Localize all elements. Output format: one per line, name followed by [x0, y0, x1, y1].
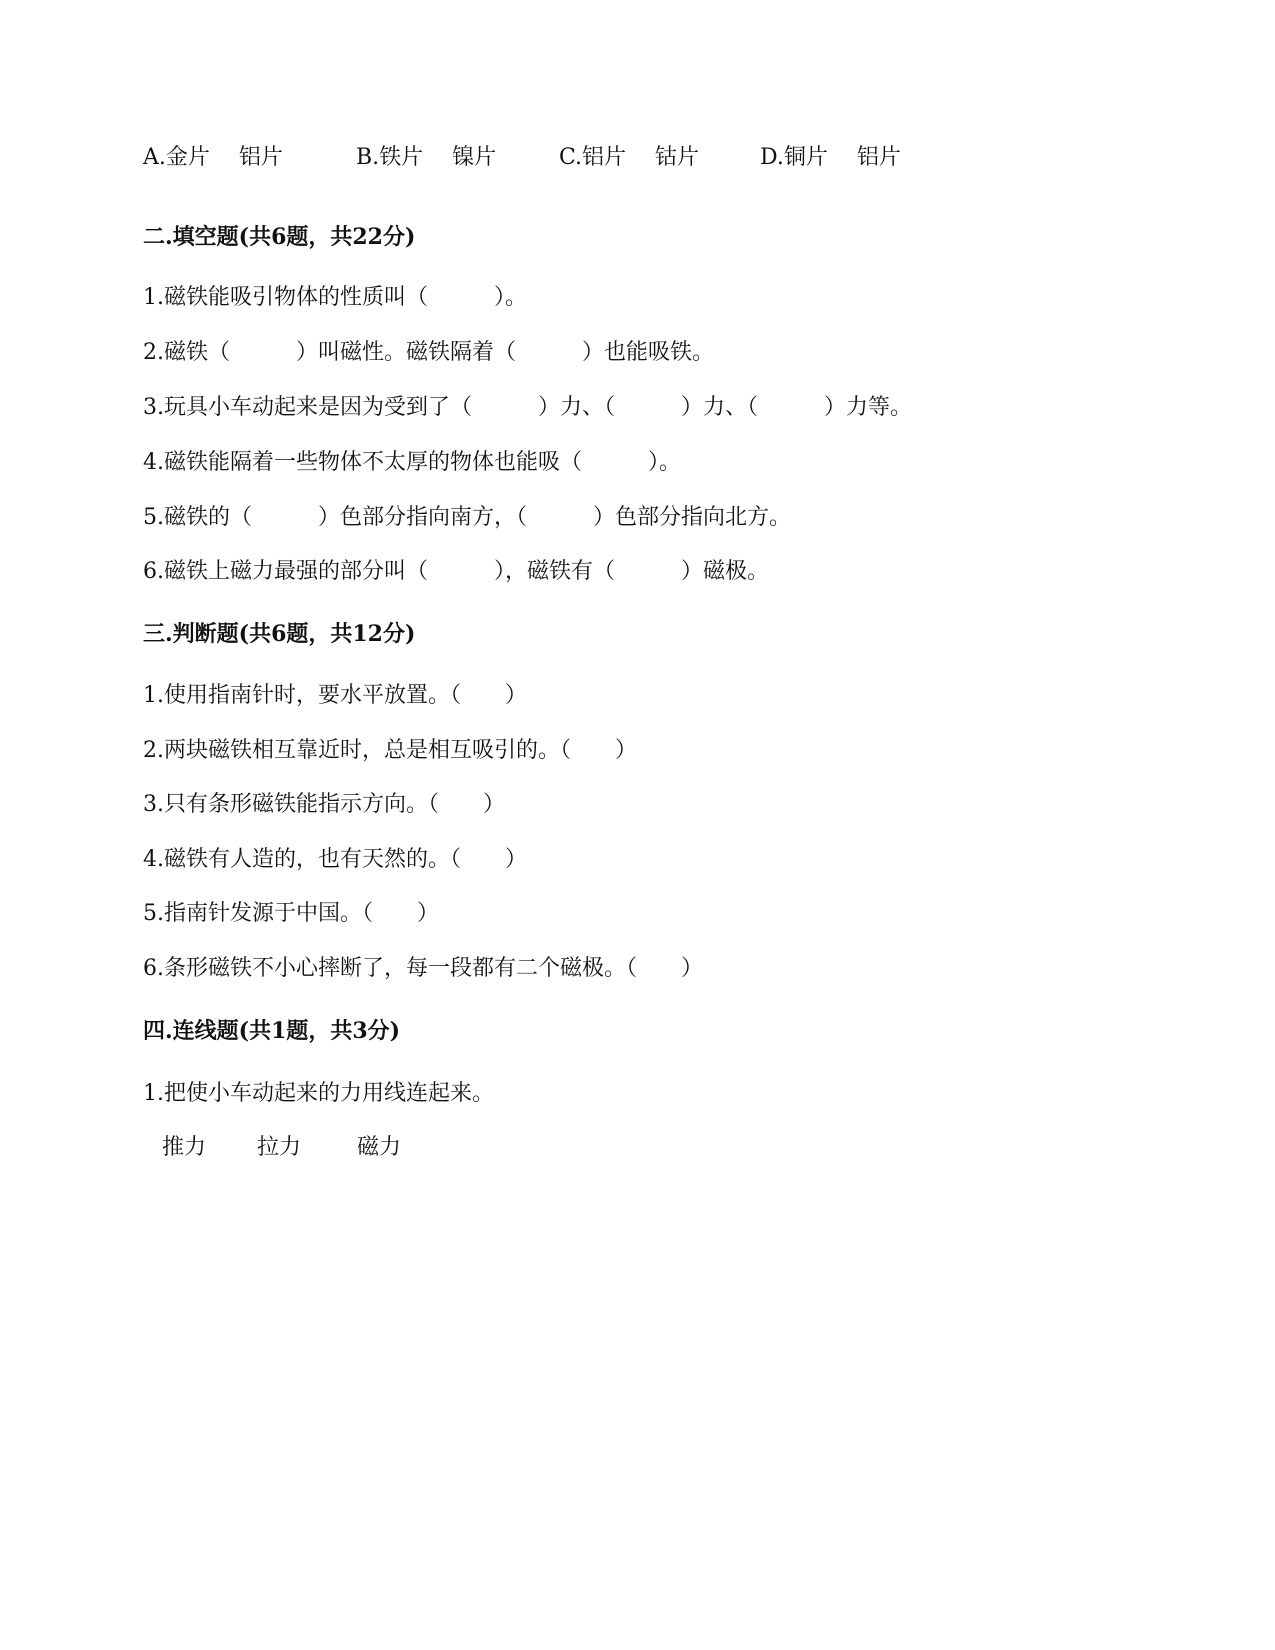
- tf-question-3: 3.只有条形磁铁能指示方向。（ ）: [143, 792, 505, 817]
- tf-question-2: 2.两块磁铁相互靠近时，总是相互吸引的。（ ）: [143, 738, 637, 763]
- section-heading-true-false: 三.判断题(共6题，共12分): [143, 621, 416, 647]
- tf-question-1: 1.使用指南针时，要水平放置。（ ）: [143, 683, 527, 708]
- tf-question-6: 6.条形磁铁不小心摔断了，每一段都有二个磁极。（ ）: [143, 956, 703, 981]
- section-heading-fill-in: 二.填空题(共6题，共22分): [143, 224, 416, 250]
- fill-question-4: 4.磁铁能隔着一些物体不太厚的物体也能吸（ ）。: [143, 450, 681, 475]
- matching-question-1: 1.把使小车动起来的力用线连起来。: [143, 1081, 494, 1106]
- fill-question-2: 2.磁铁（ ）叫磁性。磁铁隔着（ ）也能吸铁。: [143, 340, 714, 365]
- matching-item-pull: 拉力: [257, 1135, 302, 1160]
- matching-item-magnetic: 磁力: [357, 1135, 402, 1160]
- option-a: A.金片 铝片: [143, 145, 283, 170]
- tf-question-5: 5.指南针发源于中国。（ ）: [143, 901, 439, 926]
- fill-question-3: 3.玩具小车动起来是因为受到了（ ）力、（ ）力、（ ）力等。: [143, 395, 912, 420]
- section-heading-matching: 四.连线题(共1题，共3分): [143, 1018, 401, 1044]
- option-d: D.铜片 铝片: [760, 145, 901, 170]
- fill-question-6: 6.磁铁上磁力最强的部分叫（ ），磁铁有（ ）磁极。: [143, 559, 769, 584]
- option-b: B.铁片 镍片: [356, 145, 497, 170]
- matching-item-push: 推力: [162, 1135, 207, 1160]
- fill-question-1: 1.磁铁能吸引物体的性质叫（ ）。: [143, 285, 527, 310]
- tf-question-4: 4.磁铁有人造的，也有天然的。（ ）: [143, 847, 527, 872]
- option-c: C.铝片 钴片: [559, 145, 700, 170]
- fill-question-5: 5.磁铁的（ ）色部分指向南方，（ ）色部分指向北方。: [143, 505, 791, 530]
